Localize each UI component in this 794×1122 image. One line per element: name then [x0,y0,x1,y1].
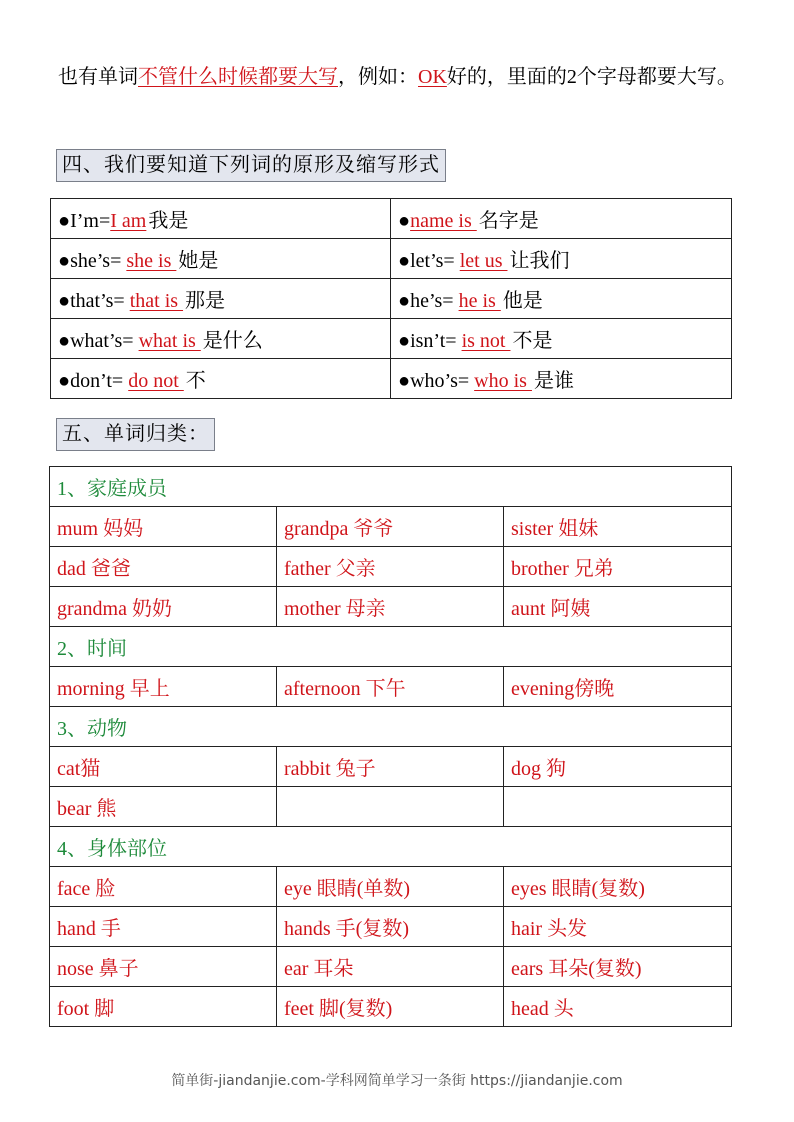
word-cell: father 父亲 [277,547,504,587]
chinese-meaning: 是什么 [202,330,263,352]
word-cell: face 脸 [50,867,277,907]
chinese-meaning: 名字是 [478,210,539,232]
word-cell [277,787,504,827]
contraction-form: ●what’s= [58,330,139,352]
full-form-answer: who is [474,370,532,392]
chinese-meaning: 不 [185,370,206,392]
word-cell: ears 耳朵(复数) [504,947,732,987]
intro-text: 好的，里面的2个字母都要大写。 [446,66,737,88]
contraction-form: ●that’s= [58,290,130,312]
full-form-answer: let us [459,250,508,272]
contraction-form: ●who’s= [398,370,475,392]
full-form-answer: that is [129,290,184,312]
word-row [50,787,732,827]
contraction-row [51,279,732,319]
word-cell: hair 头发 [504,907,732,947]
contraction-form: ●I’m= [58,210,111,232]
category-row [50,827,732,867]
contraction-cell [391,279,732,319]
word-category-table [49,466,732,1027]
category-heading: 4、身体部位 [50,827,732,867]
full-form-answer: what is [138,330,201,352]
word-cell: hands 手(复数) [277,907,504,947]
word-cell: aunt 阿姨 [504,587,732,627]
intro-highlight: 不管什么时候都要大写 [138,66,338,88]
word-cell: eyes 眼睛(复数) [504,867,732,907]
word-cell: foot 脚 [50,987,277,1027]
contraction-cell [391,239,732,279]
word-cell: ear 耳朵 [277,947,504,987]
full-form-answer: I am [110,210,147,232]
word-cell: grandma 奶奶 [50,587,277,627]
contraction-form: ●let’s= [398,250,460,272]
contraction-cell [391,359,732,399]
contraction-cell [51,239,391,279]
contraction-form: ●isn’t= [398,330,462,352]
chinese-meaning: 让我们 [509,250,570,272]
chinese-meaning: 是谁 [533,370,574,392]
contraction-cell [391,199,732,239]
category-row [50,627,732,667]
intro-highlight-ok: OK [418,66,447,88]
word-row [50,747,732,787]
word-cell: mother 母亲 [277,587,504,627]
contraction-form: ●he’s= [398,290,459,312]
contraction-cell [51,199,391,239]
full-form-answer: is not [461,330,511,352]
word-row [50,987,732,1027]
word-cell: bear 熊 [50,787,277,827]
word-cell: hand 手 [50,907,277,947]
word-cell: rabbit 兔子 [277,747,504,787]
word-cell: morning 早上 [50,667,277,707]
intro-text: ，例如： [338,66,418,88]
contraction-cell [391,319,732,359]
word-cell: afternoon 下午 [277,667,504,707]
full-form-answer: he is [458,290,501,312]
word-cell [504,787,732,827]
word-cell: dad 爸爸 [50,547,277,587]
word-cell: cat猫 [50,747,277,787]
contraction-form: ●she’s= [58,250,127,272]
full-form-answer: she is [126,250,177,272]
category-heading: 3、动物 [50,707,732,747]
word-row [50,867,732,907]
contraction-row [51,199,732,239]
contraction-row [51,359,732,399]
word-row [50,587,732,627]
section5-heading: 五、单词归类： [56,418,215,451]
chinese-meaning: 我是 [148,210,189,232]
word-cell: feet 脚(复数) [277,987,504,1027]
contraction-row [51,319,732,359]
word-row [50,507,732,547]
category-row [50,467,732,507]
word-row [50,667,732,707]
category-heading: 2、时间 [50,627,732,667]
chinese-meaning: 他是 [502,290,543,312]
contraction-form: ● [398,210,411,232]
word-cell: mum 妈妈 [50,507,277,547]
full-form-answer: name is [410,210,477,232]
contraction-cell [51,319,391,359]
word-row [50,907,732,947]
word-cell: nose 鼻子 [50,947,277,987]
chinese-meaning: 不是 [512,330,553,352]
category-row [50,707,732,747]
word-cell: head 头 [504,987,732,1027]
section4-heading: 四、我们要知道下列词的原形及缩写形式 [56,149,446,182]
chinese-meaning: 那是 [185,290,226,312]
contraction-cell [51,279,391,319]
word-cell: eye 眼睛(单数) [277,867,504,907]
word-cell: brother 兄弟 [504,547,732,587]
intro-paragraph [58,54,748,101]
word-cell: evening傍晚 [504,667,732,707]
word-cell: sister 姐妹 [504,507,732,547]
full-form-answer: do not [128,370,184,392]
intro-text: 也有单词 [58,66,138,88]
contraction-row [51,239,732,279]
contraction-form: ●don’t= [58,370,129,392]
word-cell: grandpa 爷爷 [277,507,504,547]
chinese-meaning: 她是 [178,250,219,272]
word-cell: dog 狗 [504,747,732,787]
category-heading: 1、家庭成员 [50,467,732,507]
page-footer: 简单街-jiandanjie.com-学科网简单学习一条街 https://jiandanjie.com [171,1073,623,1089]
contraction-cell [51,359,391,399]
contraction-table [50,198,732,399]
word-row [50,547,732,587]
word-row [50,947,732,987]
